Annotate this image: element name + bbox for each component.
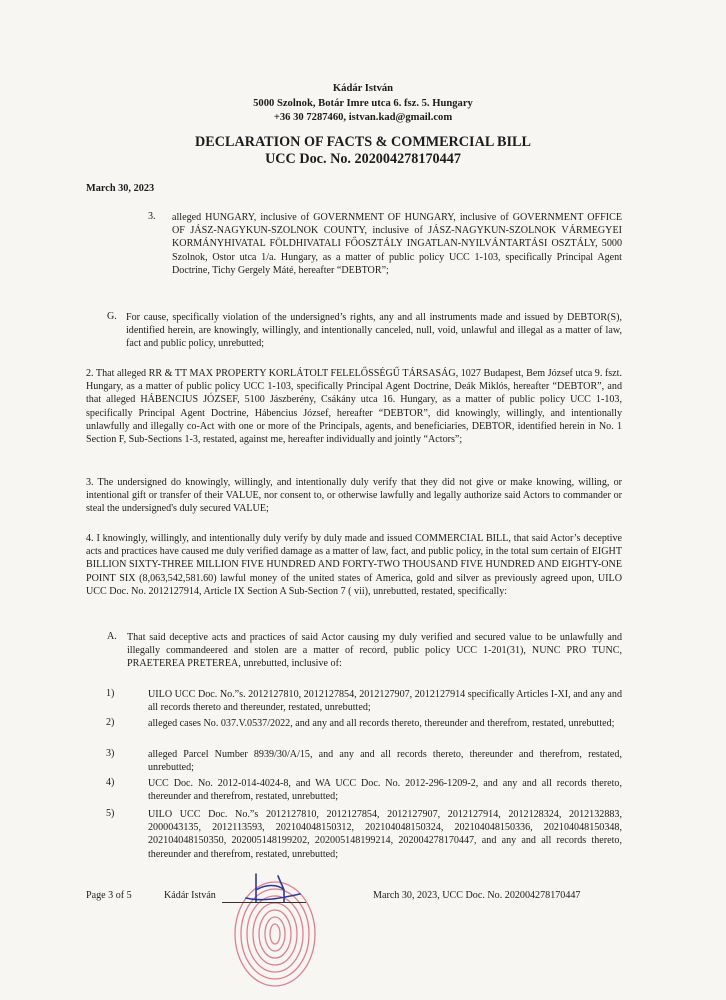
document-date: March 30, 2023 [86,183,155,194]
list-item-5-text: UILO UCC Doc. No.”s 2012127810, 2012127854, 2012127907, 2012127914, 2012128324, 2012132883, 2000043135, 2012113593, 202104048150312, 202104048150324, 202104048150336, 202104048150348, 202104048150350, 202005148199202, 202005148199214, 202004278170447, and any and all records thereto, thereunder and therefrom, restated, unrebutted; [148,809,622,860]
list-item-3-number: 3) [106,748,115,759]
list-item-4-number: 4) [106,777,115,788]
para-g-text: For cause, specifically violation of the undersigned’s rights, any and all instruments made and issued by DEBTOR(S), identified herein, are knowingly, willingly, and intentionally canceled, null, void, unlawful and illegal as a matter of law, fact and public policy, unrebutted; [126,312,622,350]
sender-name: Kádár István [332,83,394,94]
list-item-2-number: 2) [106,717,115,728]
list-item-2-text: alleged cases No. 037.V.0537/2022, and any and all records thereto, thereunder and therefrom, restated, unrebutted; [148,718,615,729]
para-3-number: 3. [148,211,156,222]
footer-reference: March 30, 2023, UCC Doc. No. 202004278170447 [373,890,581,901]
para-a-label: A. [107,631,117,642]
title-line-1: DECLARATION OF FACTS & COMMERCIAL BILL [195,134,531,150]
page-number: Page 3 of 5 [86,890,132,901]
sender-contact: +36 30 7287460, istvan.kad@gmail.com [273,112,453,123]
title-line-2: UCC Doc. No. 202004278170447 [265,151,461,167]
para-3b-text: 3. The undersigned do knowingly, willingly, and intentionally duly verify that they did not give or make knowing, willing, or intentional gift or transfer of their VALUE, nor consent to, or otherwise lawfully and legally authorize said Actors to commander or steal the undersigned's duly secured VALUE; [86,477,622,515]
list-item-3-text: alleged Parcel Number 8939/30/A/15, and any and all records thereto, thereunder and therefrom, restated, unrebutted; [148,749,622,774]
signature-line [222,902,306,903]
footer-name: Kádár István [164,890,216,901]
para-4-text: 4. I knowingly, willingly, and intentionally duly verify by duly made and issued COMMERCIAL BILL, that said Actor’s deceptive acts and practices have caused me duly verified damage as a matter of law, fact, and public policy, in the total sum certain of EIGHT BILLION SIXTY-THREE MILLION FIVE HUNDRED AND FORTY-TWO THOUSAND FIVE HUNDRED AND EIGHTY-ONE POINT SIX (8,063,542,581.60) lawful money of the united states of America, gold and silver as previously agreed upon, UILO UCC Doc. No. 2012127914, Article IX Section A Sub-Section 7 ( vii), unrebutted, restated, specifically: [86,533,622,597]
list-item-1-text: UILO UCC Doc. No.”s. 2012127810, 2012127854, 2012127907, 2012127914 specifically Articles I-XI, and any and all records thereto and thereunder, restated, unrebutted; [148,689,622,714]
para-a-text: That said deceptive acts and practices of said Actor causing my duly verified and secured value to be unlawfully and illegally commandeered and stolen are a matter of record, public policy UCC 1-201(31), NUNC PRO TUNC, PRAETEREA PRETEREA, unrebutted, inclusive of: [127,632,622,670]
para-3-text: alleged HUNGARY, inclusive of GOVERNMENT OF HUNGARY, inclusive of GOVERNMENT OFFICE OF JÁSZ-NAGYKUN-SZOLNOK COUNTY, inclusive of JÁSZ-NAGYKUN-SZOLNOK VÁRMEGYEI KORMÁNYHIVATAL FÖLDHIVATALI FŐOSZTÁLY INGATLAN-NYILVÁNTARTÁSI OSZTÁLY, 5000 Szolnok, Ostor utca 1/a. Hungary, as a matter of public policy UCC 1-103, specifically Principal Agent Doctrine, Tichy Gergely Máté, hereafter “DEBTOR”; [172,212,622,276]
list-item-4-text: UCC Doc. No. 2012-014-4024-8, and WA UCC Doc. No. 2012-296-1209-2, and any and all records thereto, thereunder and therefrom, restated, unrebutted; [148,778,622,803]
list-item-5-number: 5) [106,808,115,819]
para-g-label: G. [107,311,117,322]
document-title [0,134,726,168]
list-item-1-number: 1) [106,688,115,699]
para-2-text: 2. That alleged RR & TT MAX PROPERTY KORLÁTOLT FELELŐSSÉGŰ TÁRSASÁG, 1027 Budapest, Bem József utca 9. fszt. Hungary, as a matter of public policy UCC 1-103, specifically Principal Agent Doctrine, Deák Miklós, hereafter “DEBTOR”, and that alleged HÁBENCIUS JÓZSEF, 5100 Jászberény, Csákány utca 16. Hungary, as a matter of public policy UCC 1-103, specifically Principal Agent Doctrine, Hábencius József, hereafter “DEBTOR”, did knowingly, willingly, and intentionally unlawfully and illegally co-Act with one or more of the Principals, agents, and beneficiaries, DEBTOR, identified herein in No. 1 Section F, Sub-Sections 1-3, restated, against me, hereafter individually and jointly “Actors”; [86,368,622,446]
sender-header [0,82,726,126]
sender-address: 5000 Szolnok, Botár Imre utca 6. fsz. 5. Hungary [253,97,473,109]
